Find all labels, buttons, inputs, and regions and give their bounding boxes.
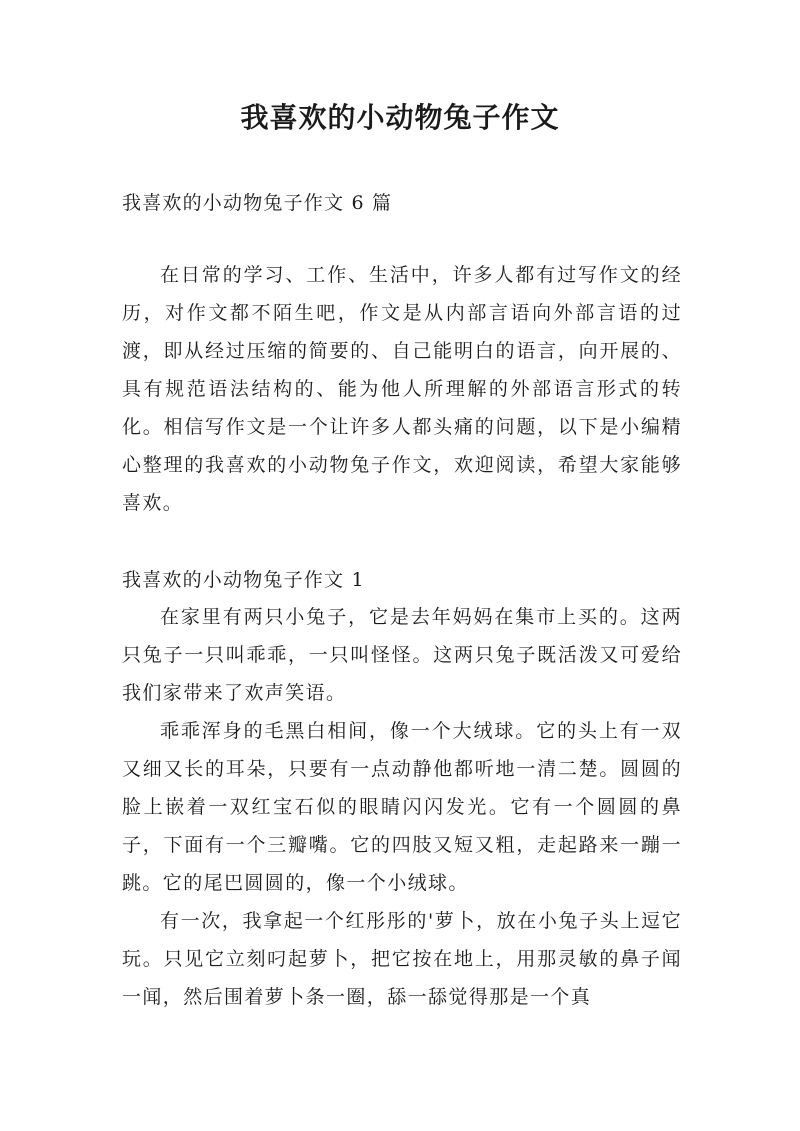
intro-paragraph: 在日常的学习、工作、生活中，许多人都有过写作文的经历，对作文都不陌生吧，作文是从内部言语向外部言语的过渡，即从经过压缩的简要的、自己能明白的语言，向开展的、具有规范语法结构的、能为他人所理解的外部语言形式的转化。相信写作文是一个让许多人都头痛的问题，以下是小编精心整理的我喜欢的小动物兔子作文，欢迎阅读，希望大家能够喜欢。 [122, 264, 682, 514]
essay-1-paragraph-3: 有一次，我拿起一个红彤彤的'萝卜，放在小兔子头上逗它玩。只见它立刻叼起萝卜，把它按在地上，用那灵敏的鼻子闻一闻，然后围着萝卜条一圈，舔一舔觉得那是一个真 [122, 910, 682, 1008]
page-title: 我喜欢的小动物兔子作文 [240, 101, 560, 134]
document-subtitle: 我喜欢的小动物兔子作文 6 篇 [122, 192, 393, 214]
essay-1-paragraph-2: 乖乖浑身的毛黑白相间，像一个大绒球。它的头上有一双又细又长的耳朵，只要有一点动静他都听地一清二楚。圆圆的脸上嵌着一双红宝石似的眼睛闪闪发光。它有一个圆圆的鼻子，下面有一个三瓣嘴。它的四肢又短又粗，走起路来一蹦一跳。它的尾巴圆圆的，像一个小绒球。 [122, 720, 682, 894]
essay-1-paragraph-1: 在家里有两只小兔子，它是去年妈妈在集市上买的。这两只兔子一只叫乖乖，一只叫怪怪。这两只兔子既活泼又可爱给我们家带来了欢声笑语。 [122, 606, 682, 704]
essay-1-heading: 我喜欢的小动物兔子作文 1 [122, 569, 365, 591]
